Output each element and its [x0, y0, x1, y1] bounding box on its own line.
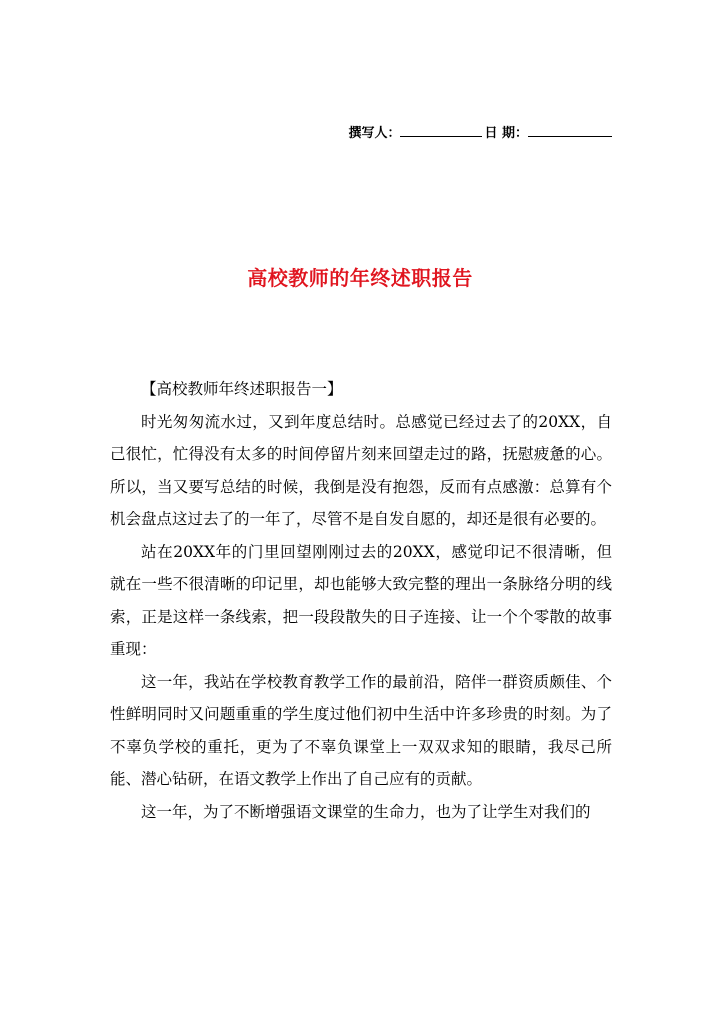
paragraph-2: 站在20XX年的门里回望刚刚过去的20XX，感觉印记不很清晰，但就在一些不很清晰的印记里，却也能够大致完整的理出一条脉络分明的线索，正是这样一条线索，把一段段散失的日子连接、让一个个零散的故事重现： [110, 542, 612, 658]
paragraph-4: 这一年，为了不断增强语文课堂的生命力，也为了让学生对我们的 [141, 802, 591, 821]
paragraph-3: 这一年，我站在学校教育教学工作的最前沿，陪伴一群资质颇佳、个性鲜明同时又问题重重的学生度过他们初中生活中许多珍贵的时刻。为了不辜负学校的重托，更为了不辜负课堂上一双双求知的眼睛，我尽己所能、潜心钻研，在语文教学上作出了自己应有的贡献。 [110, 672, 612, 788]
date-label: 日 期： [484, 126, 528, 141]
section-heading: 【高校教师年终述职报告一】 [141, 380, 343, 398]
date-blank-field [528, 122, 612, 137]
author-blank-field [400, 122, 482, 137]
header-signature-line [348, 122, 612, 141]
paragraph-1: 时光匆匆流水过，又到年度总结时。总感觉已经过去了的20XX，自己很忙，忙得没有太多的时间停留片刻来回望走过的路，抚慰疲惫的心。所以，当又要写总结的时候，我倒是没有抱怨，反而有点感激：总算有个机会盘点这过去了的一年了，尽管不是自发自愿的，却还是很有必要的。 [110, 412, 612, 528]
author-label: 撰写人： [348, 126, 401, 141]
document-title: 高校教师的年终述职报告 [247, 266, 473, 290]
document-body [110, 373, 612, 828]
